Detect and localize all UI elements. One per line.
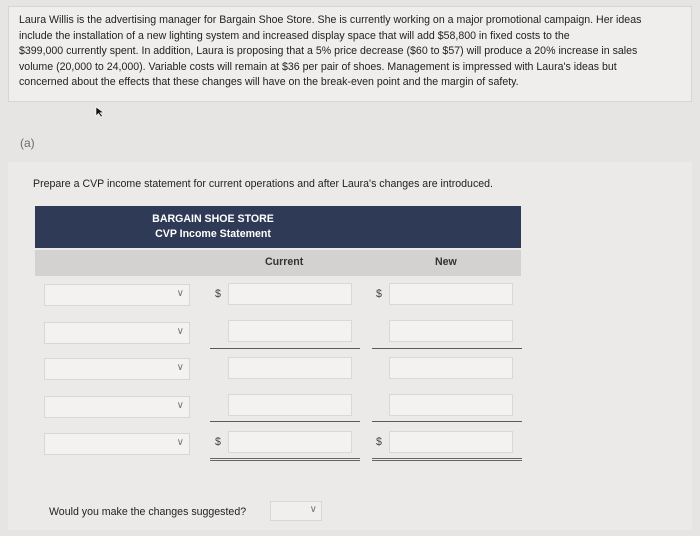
subtotal-underline-current [210,348,360,349]
current-amount-input[interactable] [228,283,352,305]
subtotal-underline-new [372,421,522,422]
problem-line: volume (20,000 to 24,000). Variable costs will remain at $36 per pair of shoes. Management is impressed with Laura's ideas but [19,60,617,73]
subtotal-underline-new [372,348,522,349]
new-amount-input[interactable] [389,320,513,342]
problem-line: Laura Willis is the advertising manager for Bargain Shoe Store. She is currently working on a major promotional campaign. Her ideas [19,14,642,26]
problem-line: $399,000 currently spent. In addition, Laura is proposing that a 5% price decrease ($60 to $57) will produce a 20% increase in sales [19,45,638,58]
new-amount-input[interactable] [389,283,513,305]
dollar-sign-current: $ [215,288,221,300]
statement-header [35,206,521,248]
chevron-down-icon: ∨ [176,437,184,448]
question-text: Would you make the changes suggested? [49,506,247,518]
part-label: (a) [20,136,35,150]
line-item-select[interactable] [44,433,190,455]
new-amount-input[interactable] [389,394,513,416]
chevron-down-icon: ∨ [176,400,184,411]
line-item-select[interactable] [44,284,190,306]
company-name: BARGAIN SHOE STORE [152,213,274,225]
total-double-underline-new [372,458,522,461]
line-item-select[interactable] [44,358,190,380]
column-header-new: New [435,256,457,268]
statement-title: CVP Income Statement [155,228,271,240]
chevron-down-icon: ∨ [176,326,184,337]
chevron-down-icon: ∨ [176,288,184,299]
subtotal-underline-current [210,421,360,422]
dollar-sign-current: $ [215,436,221,448]
current-amount-input[interactable] [228,320,352,342]
problem-line: concerned about the effects that these changes will have on the break-even point and the margin of safety. [19,76,519,89]
line-item-select[interactable] [44,322,190,344]
problem-line: include the installation of a new lighting system and increased display space that will add $58,800 in fixed costs to the [19,29,570,42]
current-amount-input[interactable] [228,357,352,379]
answer-select[interactable] [270,501,322,521]
dollar-sign-new: $ [376,436,382,448]
total-double-underline-current [210,458,360,461]
chevron-down-icon: ∨ [309,504,317,515]
current-amount-input[interactable] [228,431,352,453]
column-header-current: Current [265,256,304,268]
line-item-select[interactable] [44,396,190,418]
chevron-down-icon: ∨ [176,362,184,373]
instruction-text: Prepare a CVP income statement for current operations and after Laura's changes are introduced. [33,178,493,190]
mouse-cursor-icon [95,106,105,118]
problem-statement-box [8,6,692,102]
dollar-sign-new: $ [376,288,382,300]
current-amount-input[interactable] [228,394,352,416]
problem-text [19,13,683,91]
new-amount-input[interactable] [389,357,513,379]
new-amount-input[interactable] [389,431,513,453]
